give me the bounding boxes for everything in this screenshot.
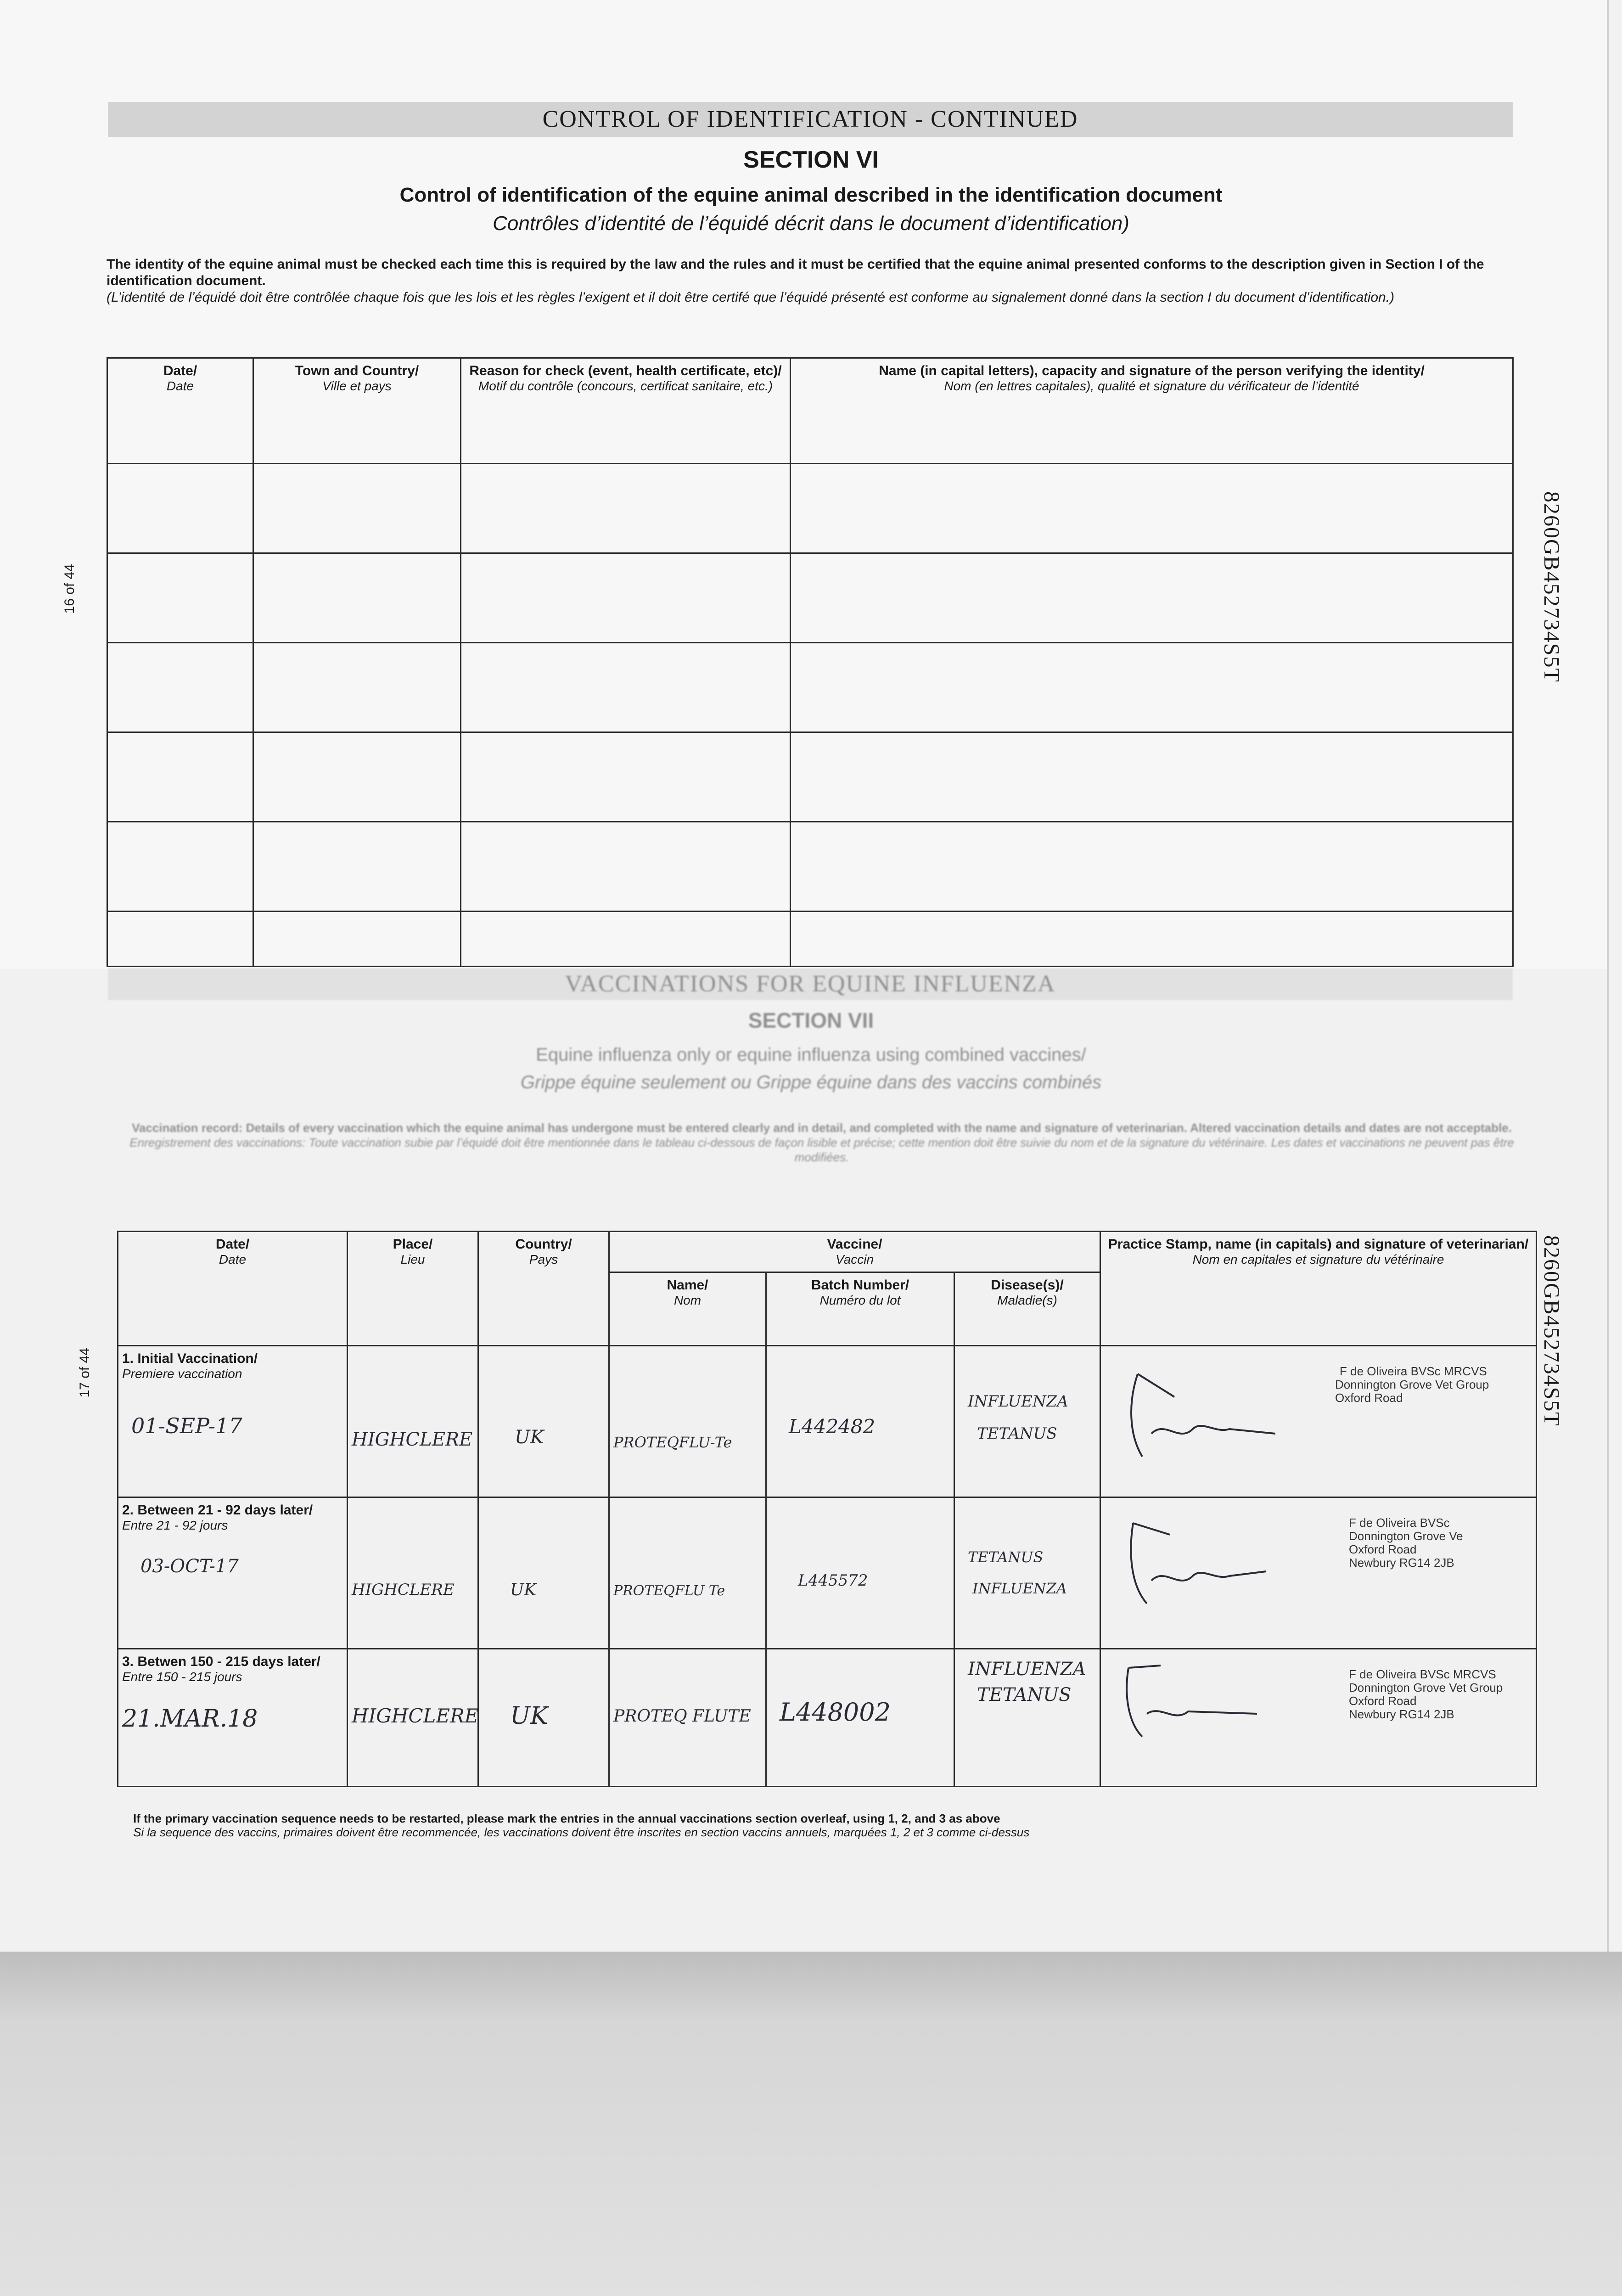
country-cell[interactable]	[478, 1649, 609, 1787]
practice-stamp	[1298, 1516, 1463, 1570]
stamp-cell[interactable]	[1100, 1346, 1537, 1497]
lower-instructions	[129, 1120, 1515, 1165]
lower-section-title: SECTION VII	[748, 1008, 874, 1032]
col-disease	[954, 1272, 1100, 1346]
table-row	[107, 912, 1513, 967]
col-disease-fr: Maladie(s)	[997, 1293, 1057, 1307]
col-batch	[766, 1272, 954, 1346]
identity-check-header	[107, 358, 1513, 464]
scan-background	[0, 1952, 1622, 2296]
upper-instruction-fr: (L’identité de l’équidé doit être contrôlée chaque fois que les lois et les règles l’exigent et il doit être certifé que l’équidé présenté est conforme au signalement donné dans la section I du document d’identification.)	[107, 290, 1395, 305]
col-stamp-en: Practice Stamp, name (in capitals) and signature of veterinarian/	[1108, 1237, 1529, 1252]
stamp-line: F de Oliveira BVSc MRCVS	[1349, 1667, 1496, 1681]
table-cell[interactable]	[253, 822, 461, 912]
table-row	[107, 822, 1513, 912]
batch-cell[interactable]	[766, 1497, 954, 1649]
practice-stamp	[1298, 1668, 1503, 1721]
country-cell[interactable]	[478, 1497, 609, 1649]
disease-cell[interactable]	[954, 1346, 1100, 1497]
col-stamp-fr: Nom en capitales et signature du vétérinaire	[1192, 1252, 1444, 1266]
disease-cell[interactable]	[954, 1497, 1100, 1649]
disease-value: TETANUS	[968, 1548, 1044, 1566]
lower-heading-fr: Grippe équine seulement ou Grippe équine dans des vaccins combinés	[520, 1072, 1102, 1092]
col-vaccine-name	[609, 1272, 766, 1346]
table-cell[interactable]	[791, 732, 1513, 822]
col-place-en: Place/	[393, 1237, 433, 1252]
country-value: UK	[515, 1427, 544, 1448]
col-country-fr: Pays	[529, 1252, 558, 1266]
col-country-en: Country/	[515, 1237, 572, 1252]
place-value: HIGHCLERE	[352, 1581, 455, 1599]
signature-icon	[1110, 1365, 1285, 1466]
col-place	[348, 1232, 478, 1346]
disease-value: INFLUENZA	[968, 1392, 1068, 1411]
stamp-cell[interactable]	[1100, 1497, 1537, 1649]
country-cell[interactable]	[478, 1346, 609, 1497]
col-vaccine-name-en: Name/	[667, 1277, 708, 1293]
batch-value: L442482	[789, 1415, 876, 1438]
col-verifier-en: Name (in capital letters), capacity and signature of the person verifying the identity/	[879, 363, 1425, 378]
table-cell[interactable]	[791, 464, 1513, 553]
vaccine-name-cell[interactable]	[609, 1497, 766, 1649]
vaccine-name-value: PROTEQFLU Te	[613, 1583, 725, 1599]
table-cell[interactable]	[107, 732, 253, 822]
table-cell[interactable]	[107, 912, 253, 967]
upper-page-number: 16 of 44	[62, 564, 77, 614]
col-town-country	[253, 358, 461, 464]
table-cell[interactable]	[791, 643, 1513, 732]
upper-heading-en: Control of identification of the equine animal described in the identification document	[399, 184, 1223, 206]
place-cell[interactable]	[348, 1497, 478, 1649]
batch-value: L448002	[780, 1698, 891, 1727]
row-label-fr: Entre 150 - 215 jours	[122, 1670, 242, 1684]
col-town-country-en: Town and Country/	[295, 363, 419, 378]
table-cell[interactable]	[253, 553, 461, 643]
table-cell[interactable]	[461, 643, 791, 732]
stamp-line: Donnington Grove Vet Group	[1335, 1378, 1489, 1391]
stamp-line: Oxford Road	[1335, 1391, 1403, 1405]
place-value: HIGHCLERE	[352, 1705, 479, 1727]
stamp-line: F de Oliveira BVSc MRCVS	[1340, 1364, 1487, 1378]
table-cell[interactable]	[253, 464, 461, 553]
batch-cell[interactable]	[766, 1346, 954, 1497]
upper-instructions	[107, 256, 1516, 306]
col-town-country-fr: Ville et pays	[322, 379, 392, 393]
place-cell[interactable]	[348, 1649, 478, 1787]
row-label-en: 2. Between 21 - 92 days later/	[122, 1503, 313, 1518]
col-date	[107, 358, 253, 464]
identity-check-table	[107, 357, 1514, 967]
col-batch-en: Batch Number/	[811, 1277, 909, 1293]
batch-cell[interactable]	[766, 1649, 954, 1787]
col-disease-en: Disease(s)/	[991, 1277, 1064, 1293]
col-date-fr: Date	[166, 379, 194, 393]
col-reason-en: Reason for check (event, health certificate, etc)/	[469, 363, 782, 378]
signature-icon	[1110, 1516, 1285, 1617]
vaccine-name-value: PROTEQFLU-Te	[613, 1434, 732, 1451]
vaccination-date: 01-SEP-17	[131, 1413, 242, 1438]
country-value: UK	[510, 1702, 548, 1730]
vaccination-header-top	[118, 1232, 1537, 1272]
table-cell[interactable]	[107, 553, 253, 643]
row-label-fr: Entre 21 - 92 jours	[122, 1518, 228, 1532]
col-country	[478, 1232, 609, 1346]
place-cell[interactable]	[348, 1346, 478, 1497]
row-label-en: 1. Initial Vaccination/	[122, 1351, 258, 1366]
col-reason	[461, 358, 791, 464]
row-date-cell[interactable]	[118, 1497, 348, 1649]
table-cell[interactable]	[107, 822, 253, 912]
table-cell[interactable]	[461, 464, 791, 553]
col-vaccine-fr: Vaccin	[836, 1252, 874, 1266]
stamp-line: Donnington Grove Vet Group	[1349, 1681, 1503, 1694]
col-place-fr: Lieu	[400, 1252, 425, 1266]
table-row	[118, 1649, 1537, 1787]
footnote	[133, 1812, 1510, 1839]
col-stamp	[1100, 1232, 1537, 1346]
disease-cell[interactable]	[954, 1649, 1100, 1787]
disease-value: TETANUS	[977, 1424, 1057, 1443]
table-cell[interactable]	[791, 553, 1513, 643]
stamp-line: Newbury RG14 2JB	[1349, 1556, 1454, 1570]
col-reason-fr: Motif du contrôle (concours, certificat sanitaire, etc.)	[478, 379, 773, 393]
lower-instruction-en: Vaccination record: Details of every vaccination which the equine animal has undergone must be entered clearly and in detail, and completed with the name and signature of veterinarian. Altered vaccination details and dates are not acceptable.	[132, 1121, 1512, 1135]
footnote-fr: Si la sequence des vaccins, primaires doivent être recommencée, les vaccinations doivent être inscrites en section vaccins annuels, marquées 1, 2 et 3 comme ci-dessus	[133, 1825, 1030, 1839]
signature-icon	[1110, 1659, 1285, 1760]
stamp-cell[interactable]	[1100, 1649, 1537, 1787]
vaccination-date: 03-OCT-17	[140, 1556, 239, 1577]
country-value: UK	[510, 1581, 537, 1599]
row-date-cell[interactable]	[118, 1649, 348, 1787]
lower-banner: VACCINATIONS FOR EQUINE INFLUENZA	[108, 968, 1513, 1000]
stamp-line: Newbury RG14 2JB	[1349, 1707, 1454, 1721]
row-date-cell[interactable]	[118, 1346, 348, 1497]
table-row	[107, 643, 1513, 732]
stamp-line: Donnington Grove Ve	[1349, 1529, 1463, 1543]
table-cell[interactable]	[461, 732, 791, 822]
table-row	[107, 464, 1513, 553]
table-cell[interactable]	[107, 643, 253, 732]
disease-value: TETANUS	[977, 1684, 1072, 1705]
col-verifier	[791, 358, 1513, 464]
batch-value: L445572	[798, 1571, 868, 1590]
table-cell[interactable]	[461, 912, 791, 967]
col-vaccine	[609, 1232, 1100, 1272]
vaccine-name-value: PROTEQ FLUTE	[613, 1707, 751, 1726]
practice-stamp	[1298, 1365, 1489, 1405]
upper-instruction-en: The identity of the equine animal must be checked each time this is required by the law and the rules and it must be certified that the equine animal presented conforms to the description given in Section I of the identification document.	[107, 257, 1484, 288]
col-vaccine-name-fr: Nom	[673, 1293, 702, 1307]
table-cell[interactable]	[791, 912, 1513, 967]
upper-heading-fr: Contrôles d’identité de l’équidé décrit dans le document d’identification)	[493, 212, 1129, 235]
table-row	[118, 1497, 1537, 1649]
lower-page-number: 17 of 44	[77, 1348, 92, 1398]
table-cell[interactable]	[461, 553, 791, 643]
table-cell[interactable]	[253, 732, 461, 822]
upper-section-title: SECTION VI	[743, 146, 879, 173]
upper-side-id: 8260GB452734S5T	[1539, 491, 1564, 683]
row-label-fr: Premiere vaccination	[122, 1367, 242, 1381]
footnote-en: If the primary vaccination sequence needs to be restarted, please mark the entries in the annual vaccinations section overleaf, using 1, 2, and 3 as above	[133, 1812, 1000, 1825]
place-value: HIGHCLERE	[352, 1429, 473, 1450]
disease-value: INFLUENZA	[972, 1580, 1067, 1597]
col-date-en: Date/	[215, 1237, 250, 1252]
col-date-fr: Date	[219, 1252, 247, 1266]
lower-heading-en: Equine influenza only or equine influenza using combined vaccines/	[536, 1045, 1086, 1065]
table-cell[interactable]	[791, 822, 1513, 912]
table-cell[interactable]	[461, 822, 791, 912]
table-cell[interactable]	[253, 643, 461, 732]
upper-banner: CONTROL OF IDENTIFICATION - CONTINUED	[108, 102, 1513, 137]
vaccine-name-cell[interactable]	[609, 1649, 766, 1787]
stamp-line: F de Oliveira BVSc	[1349, 1516, 1450, 1530]
col-date	[118, 1232, 348, 1346]
table-row	[107, 553, 1513, 643]
table-row	[107, 732, 1513, 822]
table-row	[118, 1346, 1537, 1497]
vaccination-table	[117, 1231, 1537, 1787]
vaccination-date: 21.MAR.18	[122, 1705, 258, 1733]
stamp-line: Oxford Road	[1349, 1542, 1417, 1556]
table-cell[interactable]	[107, 464, 253, 553]
stamp-line: Oxford Road	[1349, 1694, 1417, 1708]
col-verifier-fr: Nom (en lettres capitales), qualité et signature du vérificateur de l’identité	[944, 379, 1359, 393]
disease-value: INFLUENZA	[968, 1659, 1086, 1680]
col-date-en: Date/	[163, 363, 197, 378]
col-vaccine-en: Vaccine/	[827, 1237, 882, 1252]
lower-instruction-fr: Enregistrement des vaccinations: Toute vaccination subie par l’équidé doit être mentionnée dans le tableau ci-dessous de façon lisible et précise; cette mention doit être suivie du nom et de la signature du vétérinaire. Les dates et vaccinations ne peuvent pas être modifiées.	[129, 1136, 1514, 1164]
row-label-en: 3. Betwen 150 - 215 days later/	[122, 1654, 320, 1669]
lower-side-id: 8260GB452734S5T	[1539, 1235, 1564, 1427]
vaccine-name-cell[interactable]	[609, 1346, 766, 1497]
col-batch-fr: Numéro du lot	[819, 1293, 901, 1307]
table-cell[interactable]	[253, 912, 461, 967]
